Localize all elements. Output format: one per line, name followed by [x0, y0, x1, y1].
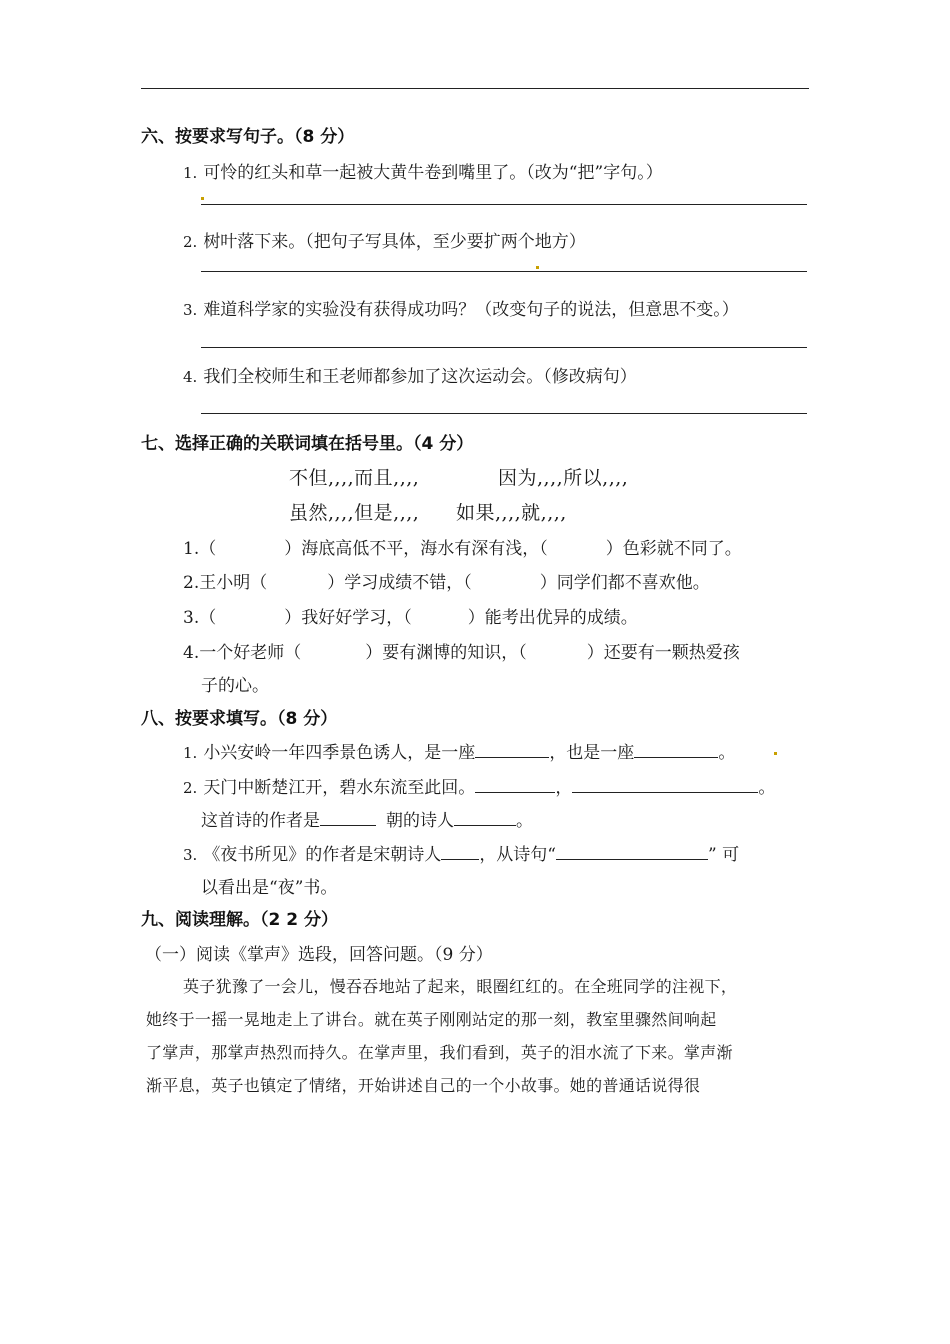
question-text: 难道科学家的实验没有获得成功吗？（改变句子的说法，但意思不变。） [203, 300, 739, 320]
text-part: ，也是一座 [549, 743, 635, 763]
text-part: ）学习成绩不错，（ [327, 573, 472, 593]
connective-word-3: 虽然,,,,但是,,,, [289, 502, 420, 524]
fill-blank[interactable] [556, 843, 708, 860]
fill-blank[interactable] [634, 741, 718, 758]
reading-paragraph-line-2: 她终于一摇一晃地走上了讲台。就在英子刚刚站定的那一刻，教室里骤然间响起 [146, 1010, 717, 1029]
mark-dot [774, 752, 777, 755]
s7-question-4-continuation: 子的心。 [201, 676, 269, 696]
s6-answer-line-3[interactable] [201, 347, 807, 348]
section-9-heading: 九、阅读理解。（2 2 分） [141, 910, 338, 930]
question-number: 2. [183, 779, 198, 797]
text-part: ” 可 [708, 845, 740, 865]
text-part: ，从诗句“ [479, 845, 557, 865]
question-number: 1. [183, 164, 198, 182]
question-number: 2. [183, 233, 198, 251]
fill-blank[interactable] [572, 776, 758, 793]
question-text: 可怜的红头和草一起被大黄牛卷到嘴里了。（改为“把”字句。） [203, 163, 663, 183]
s6-question-4 [183, 362, 637, 387]
s6-answer-line-1[interactable] [201, 204, 807, 205]
text-part: 这首诗的作者是 [201, 811, 320, 831]
text-part: ）我好好学习，（ [284, 608, 412, 628]
text-part: 朝的诗人 [386, 811, 454, 831]
text-part: 3.（ [183, 608, 217, 628]
s6-answer-line-4[interactable] [201, 413, 807, 414]
text-part: ）能考出优异的成绩。 [467, 608, 638, 628]
connective-word-1: 不但,,,,而且,,,, [289, 467, 420, 489]
reading-paragraph-line-3: 了掌声，那掌声热烈而持久。在掌声里，我们看到，英子的泪水流了下来。掌声渐 [146, 1043, 733, 1062]
s8-question-3 [183, 840, 739, 865]
text-part: 。 [758, 778, 776, 798]
connective-word-4: 如果,,,,就,,,, [456, 502, 567, 524]
mark-dot [201, 197, 204, 200]
text-part: ， [555, 778, 573, 798]
fill-blank[interactable] [475, 741, 549, 758]
reading-subheading: （一）阅读《掌声》选段，回答问题。（9 分） [145, 945, 493, 965]
reading-paragraph-line-4: 渐平息，英子也镇定了情绪，开始讲述自己的一个小故事。她的普通话说得很 [146, 1076, 701, 1095]
s7-question-4 [183, 638, 740, 663]
connective-word-2: 因为,,,,所以,,,, [498, 467, 629, 489]
fill-blank[interactable] [454, 809, 516, 826]
text-part: ）同学们都不喜欢他。 [539, 573, 710, 593]
text-part: ）要有渊博的知识，（ [365, 643, 527, 663]
text-part: ）色彩就不同了。 [605, 539, 742, 559]
question-number: 3. [183, 301, 198, 319]
section-6-heading: 六、按要求写句子。（8 分） [141, 127, 355, 147]
text-part: 天门中断楚江开，碧水东流至此回。 [203, 778, 476, 798]
s7-question-3 [183, 603, 638, 628]
s8-question-2 [183, 773, 775, 798]
reading-paragraph-line-1: 英子犹豫了一会儿，慢吞吞地站了起来，眼圈红红的。在全班同学的注视下， [183, 977, 738, 996]
s7-question-1 [183, 534, 742, 559]
section-7-heading: 七、选择正确的关联词填在括号里。（4 分） [141, 434, 474, 454]
fill-blank[interactable] [475, 776, 555, 793]
fill-blank[interactable] [441, 843, 479, 860]
fill-blank[interactable] [320, 809, 376, 826]
s8-question-3-line-2: 以看出是“夜”书。 [201, 878, 338, 898]
text-part: 。 [516, 811, 533, 831]
section-8-heading: 八、按要求填写。（8 分） [141, 709, 338, 729]
text-part: 1.（ [183, 539, 217, 559]
text-part: ）海底高低不平，海水有深有浅，（ [284, 539, 548, 559]
text-part: 小兴安岭一年四季景色诱人，是一座 [203, 743, 476, 763]
s6-question-1 [183, 158, 663, 183]
text-part: 2.王小明（ [183, 573, 268, 593]
question-text: 树叶落下来。（把句子写具体，至少要扩两个地方） [203, 232, 586, 252]
mark-dot [536, 266, 539, 269]
header-rule [141, 88, 809, 89]
text-part: 4.一个好老师（ [183, 643, 302, 663]
s6-question-2 [183, 227, 586, 252]
text-part: 。 [718, 743, 736, 763]
text-part: 《夜书所见》的作者是宋朝诗人 [203, 845, 442, 865]
s8-question-2-line-2 [201, 806, 533, 831]
s8-question-1 [183, 738, 735, 763]
question-text: 我们全校师生和王老师都参加了这次运动会。（修改病句） [203, 367, 637, 387]
s6-answer-line-2[interactable] [201, 271, 807, 272]
text-part: ）还要有一颗热爱孩 [586, 643, 740, 663]
question-number: 3. [183, 846, 198, 864]
question-number: 4. [183, 368, 198, 386]
question-number: 1. [183, 744, 198, 762]
s7-question-2 [183, 568, 710, 593]
s6-question-3 [183, 295, 739, 320]
